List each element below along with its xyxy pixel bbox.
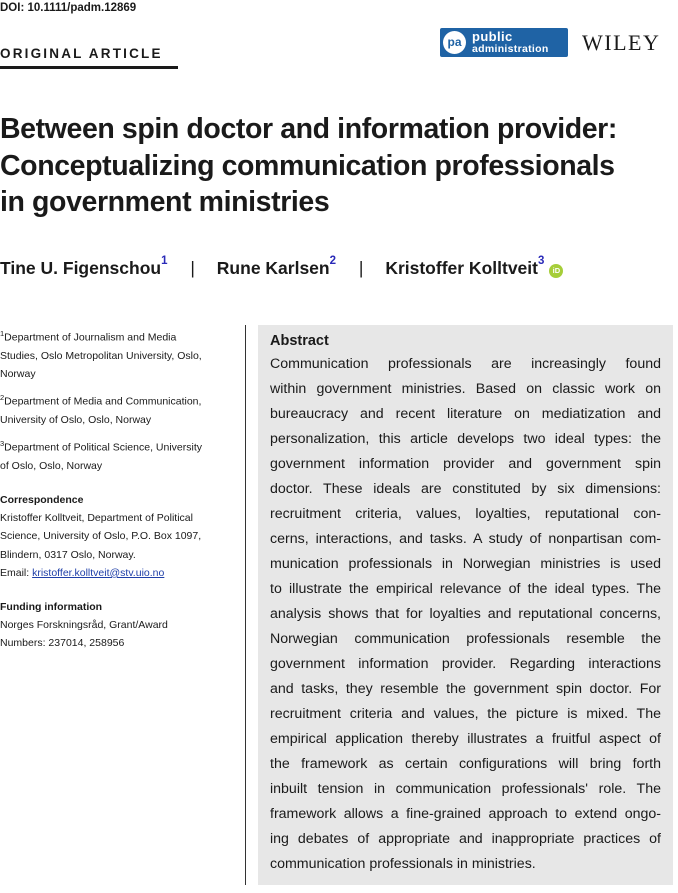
author-name[interactable]: Rune Karlsen — [216, 258, 330, 278]
correspondence-email-row — [0, 564, 230, 582]
article-title — [0, 111, 617, 221]
abstract-line: Communication professionals are increasingly found — [270, 356, 661, 372]
abstract-line: the framework as certain configurations will bring forth — [270, 756, 661, 772]
correspondence-section — [0, 491, 230, 582]
abstract-line: to illustrate the empirical relevance of the ideal types. The — [270, 581, 661, 597]
abstract-line: inbuilt tension in communication professionals' role. The — [270, 781, 661, 797]
author-separator: | — [190, 258, 195, 278]
affiliation-marker[interactable]: 1 — [161, 255, 168, 268]
abstract-line: framework allows a fine-grained approach to extend ongo- — [270, 806, 661, 822]
affiliation-line: Department of Political Science, University — [4, 441, 203, 454]
title-line: Conceptualizing communication professionals — [0, 149, 615, 182]
correspondence-line: Science, University of Oslo, P.O. Box 1097, — [0, 530, 202, 543]
affiliation-marker[interactable]: 3 — [537, 255, 545, 268]
correspondence-line: Kristoffer Kolltveit, Department of Political — [0, 512, 193, 525]
email-label: Email: — [0, 566, 33, 579]
article-type-underline — [0, 66, 178, 69]
title-line: in government ministries — [0, 186, 330, 218]
abstract-line: communication professionals in ministries. — [270, 856, 536, 872]
abstract-line: and tasks, they resemble the government spin doctor. For — [270, 681, 661, 697]
article-sidebar — [0, 325, 230, 653]
affiliation — [0, 325, 230, 383]
correspondence-heading: Correspondence — [0, 493, 84, 506]
affiliation-line: Norway — [0, 367, 36, 380]
affiliation — [0, 389, 230, 429]
publisher-logo[interactable]: WILEY — [582, 30, 661, 55]
abstract-heading: Abstract — [270, 333, 329, 349]
abstract-line: munication professionals in Norwegian ministries is used — [270, 556, 661, 572]
abstract-line: cerns, interactions, and tasks. A study of nonpartisan com- — [270, 531, 661, 547]
funding-heading: Funding information — [0, 600, 103, 613]
author-name[interactable]: Tine U. Figenschou — [0, 258, 162, 278]
correspondence-email-link[interactable]: kristoffer.kolltveit@stv.uio.no — [32, 566, 165, 579]
abstract-line: government information provider. Regarding interactions — [270, 656, 661, 672]
affiliation — [0, 435, 230, 475]
journal-logo-line2: administration — [472, 43, 549, 55]
author-separator: | — [358, 258, 364, 278]
affiliation-number: 3 — [0, 439, 5, 449]
abstract-line: recruitment criteria and values, the picture is mixed. The — [270, 706, 661, 722]
abstract-line: ing debates of appropriate and inappropriate practices of — [270, 831, 661, 847]
journal-logo-line1: public — [472, 29, 513, 44]
affiliation-line: Studies, Oslo Metropolitan University, Oslo, — [0, 349, 202, 362]
correspondence-line: Blindern, 0317 Oslo, Norway. — [0, 548, 136, 561]
funding-line: Numbers: 237014, 258956 — [0, 637, 125, 650]
orcid-icon[interactable]: iD — [549, 264, 563, 278]
column-divider — [245, 325, 246, 885]
affiliation-marker[interactable]: 2 — [329, 255, 337, 268]
article-type-label: ORIGINAL ARTICLE — [0, 46, 163, 61]
affiliation-line: Department of Journalism and Media — [4, 331, 177, 344]
abstract-line: analysis shows that for loyalties and reputational concerns, — [270, 606, 661, 622]
funding-section — [0, 598, 230, 653]
funding-line: Norges Forskningsråd, Grant/Award — [0, 619, 168, 632]
affiliation-number: 1 — [0, 329, 5, 338]
doi-text: DOI: 10.1111/padm.12869 — [0, 2, 137, 14]
abstract-line: recruitment criteria, values, loyalties, reputational con- — [270, 506, 661, 522]
abstract-line: bureaucracy and recent literature on mediatization and — [270, 406, 661, 422]
abstract-line: government information provider and government spin — [270, 456, 661, 472]
author-list — [0, 255, 563, 279]
affiliation-number: 2 — [0, 393, 5, 403]
affiliation-line: Department of Media and Communication, — [4, 395, 202, 408]
abstract-box — [258, 325, 673, 885]
title-line: Between spin doctor and information provider: — [0, 113, 617, 145]
journal-logo[interactable] — [440, 28, 568, 57]
abstract-line: doctor. These ideals are constituted by six dimensions: — [270, 481, 661, 497]
author-name[interactable]: Kristoffer Kolltveit — [385, 258, 538, 278]
abstract-line: personalization, this article develops two ideal types: the — [270, 431, 661, 447]
abstract-line: Norwegian communication professionals resemble the — [270, 631, 661, 647]
abstract-line: empirical application thereby illustrates a fruitful aspect of — [270, 731, 661, 747]
abstract-line: within government ministries. Based on classic work on — [270, 381, 661, 397]
abstract-body — [270, 352, 661, 877]
affiliation-line: of Oslo, Oslo, Norway — [0, 459, 103, 472]
affiliation-line: University of Oslo, Oslo, Norway — [0, 413, 152, 426]
journal-logo-mark: pa — [443, 31, 466, 54]
